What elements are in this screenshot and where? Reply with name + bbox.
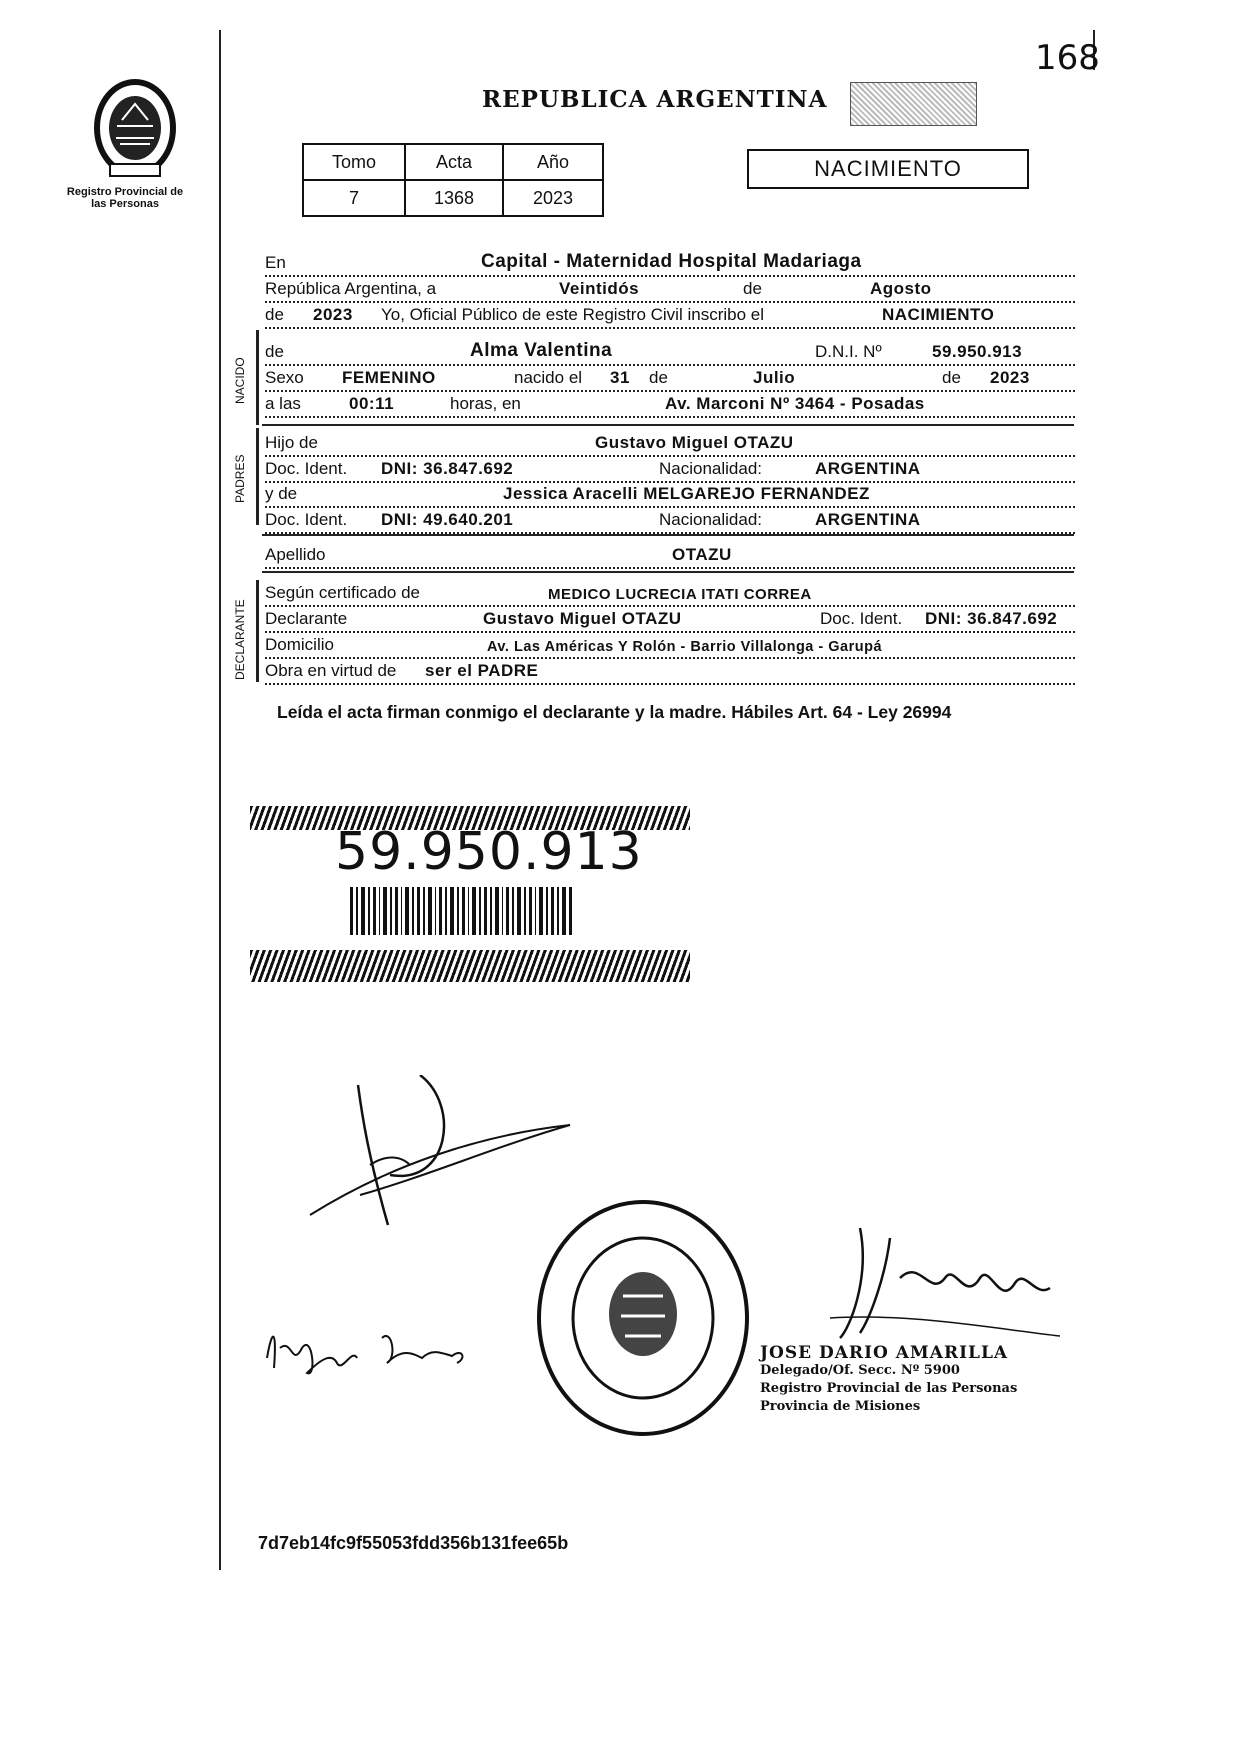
de-label: de: [743, 279, 762, 298]
lugar-value: Capital - Maternidad Hospital Madariaga: [481, 251, 862, 272]
de2-label: de: [265, 305, 284, 324]
acta-header: Acta: [405, 144, 503, 180]
official-role: Delegado/Of. Secc. Nº 5900: [760, 1363, 960, 1378]
padre-nombre: Gustavo Miguel OTAZU: [595, 433, 794, 452]
certificado-label: Según certificado de: [265, 583, 420, 602]
official-province: Provincia de Misiones: [760, 1399, 921, 1414]
obra-label: Obra en virtud de: [265, 661, 397, 680]
record-type-box: NACIMIENTO: [747, 149, 1029, 189]
declarante-label: Declarante: [265, 609, 348, 628]
hora-value: 00:11: [349, 394, 395, 413]
lugar-nacimiento-value: Av. Marconi Nº 3464 - Posadas: [665, 394, 925, 413]
inscribo-value: NACIMIENTO: [882, 305, 995, 324]
official-org: Registro Provincial de las Personas: [760, 1381, 1018, 1396]
hora-label: a las: [265, 394, 301, 413]
obra-line: [265, 659, 1075, 685]
padre-doc-line: [265, 457, 1075, 483]
security-stamp: [850, 82, 977, 126]
horas-en-label: horas, en: [450, 394, 521, 413]
nombre-value: Alma Valentina: [470, 340, 613, 361]
declarante-bar: [256, 580, 259, 682]
closing-statement: Leída el acta firman conmigo el declarante y la madre. Hábiles Art. 64 - Ley 26994: [277, 702, 952, 722]
anio-value: 2023: [313, 305, 353, 324]
sexo-label: Sexo: [265, 368, 304, 387]
document-title: REPUBLICA ARGENTINA: [482, 86, 828, 113]
republica-label: República Argentina, a: [265, 279, 437, 298]
nacimiento-dia-value: 31: [610, 368, 630, 387]
domicilio-label: Domicilio: [265, 635, 334, 654]
official-signature-icon: [830, 1218, 1060, 1348]
declarante-doc-label: Doc. Ident.: [820, 609, 903, 628]
nacido-bar: [256, 330, 259, 425]
padre-doc-value: DNI: 36.847.692: [381, 459, 514, 478]
nacido-section-label: NACIDO: [233, 357, 247, 404]
page-number: 168: [1035, 38, 1100, 78]
declarante-section-label: DECLARANTE: [233, 599, 247, 680]
hijo-de-label: Hijo de: [265, 433, 318, 452]
nombre-line: [265, 340, 1075, 366]
official-name: JOSE DARIO AMARILLA: [760, 1343, 1009, 1363]
declarante-line: [265, 607, 1075, 633]
dia-value: Veintidós: [559, 279, 640, 298]
sexo-line: [265, 366, 1075, 392]
y-de-label: y de: [265, 484, 298, 503]
madre-nombre: Jessica Aracelli MELGAREJO FERNANDEZ: [503, 484, 870, 503]
dni-value: 59.950.913: [932, 342, 1023, 361]
inscripcion-line: [265, 303, 1075, 329]
certificado-value: MEDICO LUCRECIA ITATI CORREA: [548, 586, 812, 603]
nacimiento-de2-label: de: [942, 368, 961, 387]
padre-doc-label: Doc. Ident.: [265, 459, 348, 478]
apellido-line: [265, 543, 1075, 569]
apellido-label: Apellido: [265, 545, 326, 564]
apellido-value: OTAZU: [672, 545, 732, 564]
madre-nac-label: Nacionalidad:: [659, 510, 763, 529]
padre-nac-value: ARGENTINA: [815, 459, 921, 478]
madre-nac-value: ARGENTINA: [815, 510, 921, 529]
nacido-el-label: nacido el: [514, 368, 583, 387]
padres-bar: [256, 428, 259, 525]
hora-line: [265, 392, 1075, 418]
certificado-line: [265, 581, 1075, 607]
nacimiento-de-label: de: [649, 368, 668, 387]
section-divider: [262, 424, 1074, 426]
mes-value: Agosto: [870, 279, 932, 298]
tomo-header: Tomo: [303, 144, 405, 180]
lugar-line: [265, 251, 1075, 277]
anio-value: 2023: [503, 180, 603, 216]
dni-number-large: 59.950.913: [335, 822, 643, 882]
madre-doc-value: DNI: 49.640.201: [381, 510, 514, 529]
padre-line: [265, 431, 1075, 457]
obra-value: ser el PADRE: [425, 661, 539, 680]
official-round-stamp-icon: [533, 1196, 753, 1440]
domicilio-value: Av. Las Américas Y Rolón - Barrio Villalonga - Garupá: [487, 639, 883, 655]
document-hash: 7d7eb14fc9f55053fdd356b131fee65b: [258, 1533, 569, 1553]
security-pattern-bottom: [250, 950, 690, 982]
fecha-line: [265, 277, 1075, 303]
sexo-value: FEMENINO: [342, 368, 436, 387]
acta-value: 1368: [405, 180, 503, 216]
barcode-icon: [350, 887, 574, 935]
registry-table: [302, 143, 604, 217]
declarante-value: Gustavo Miguel OTAZU: [483, 609, 682, 628]
seal-caption: Registro Provincial de las Personas: [66, 186, 184, 210]
madre-line: [265, 482, 1075, 508]
madre-doc-line: [265, 508, 1075, 534]
en-label: En: [265, 253, 286, 272]
padres-section-label: PADRES: [233, 454, 247, 503]
anio-header: Año: [503, 144, 603, 180]
official-stamp-text: [760, 1344, 1017, 1416]
madre-doc-label: Doc. Ident.: [265, 510, 348, 529]
nacido-de-label: de: [265, 342, 284, 361]
dni-label: D.N.I. Nº: [815, 342, 882, 361]
provincial-seal-icon: [92, 76, 178, 184]
left-margin-rule: [219, 30, 221, 1570]
section-divider: [262, 571, 1074, 573]
domicilio-line: [265, 633, 1075, 659]
section-divider: [262, 534, 1074, 536]
declarante-doc-value: DNI: 36.847.692: [925, 609, 1058, 628]
oficial-label: Yo, Oficial Público de este Registro Civil inscribo el: [381, 305, 764, 324]
mother-signature-icon: [262, 1318, 472, 1388]
padre-nac-label: Nacionalidad:: [659, 459, 763, 478]
nacimiento-mes-value: Julio: [753, 368, 796, 387]
tomo-value: 7: [303, 180, 405, 216]
nacimiento-anio-value: 2023: [990, 368, 1030, 387]
